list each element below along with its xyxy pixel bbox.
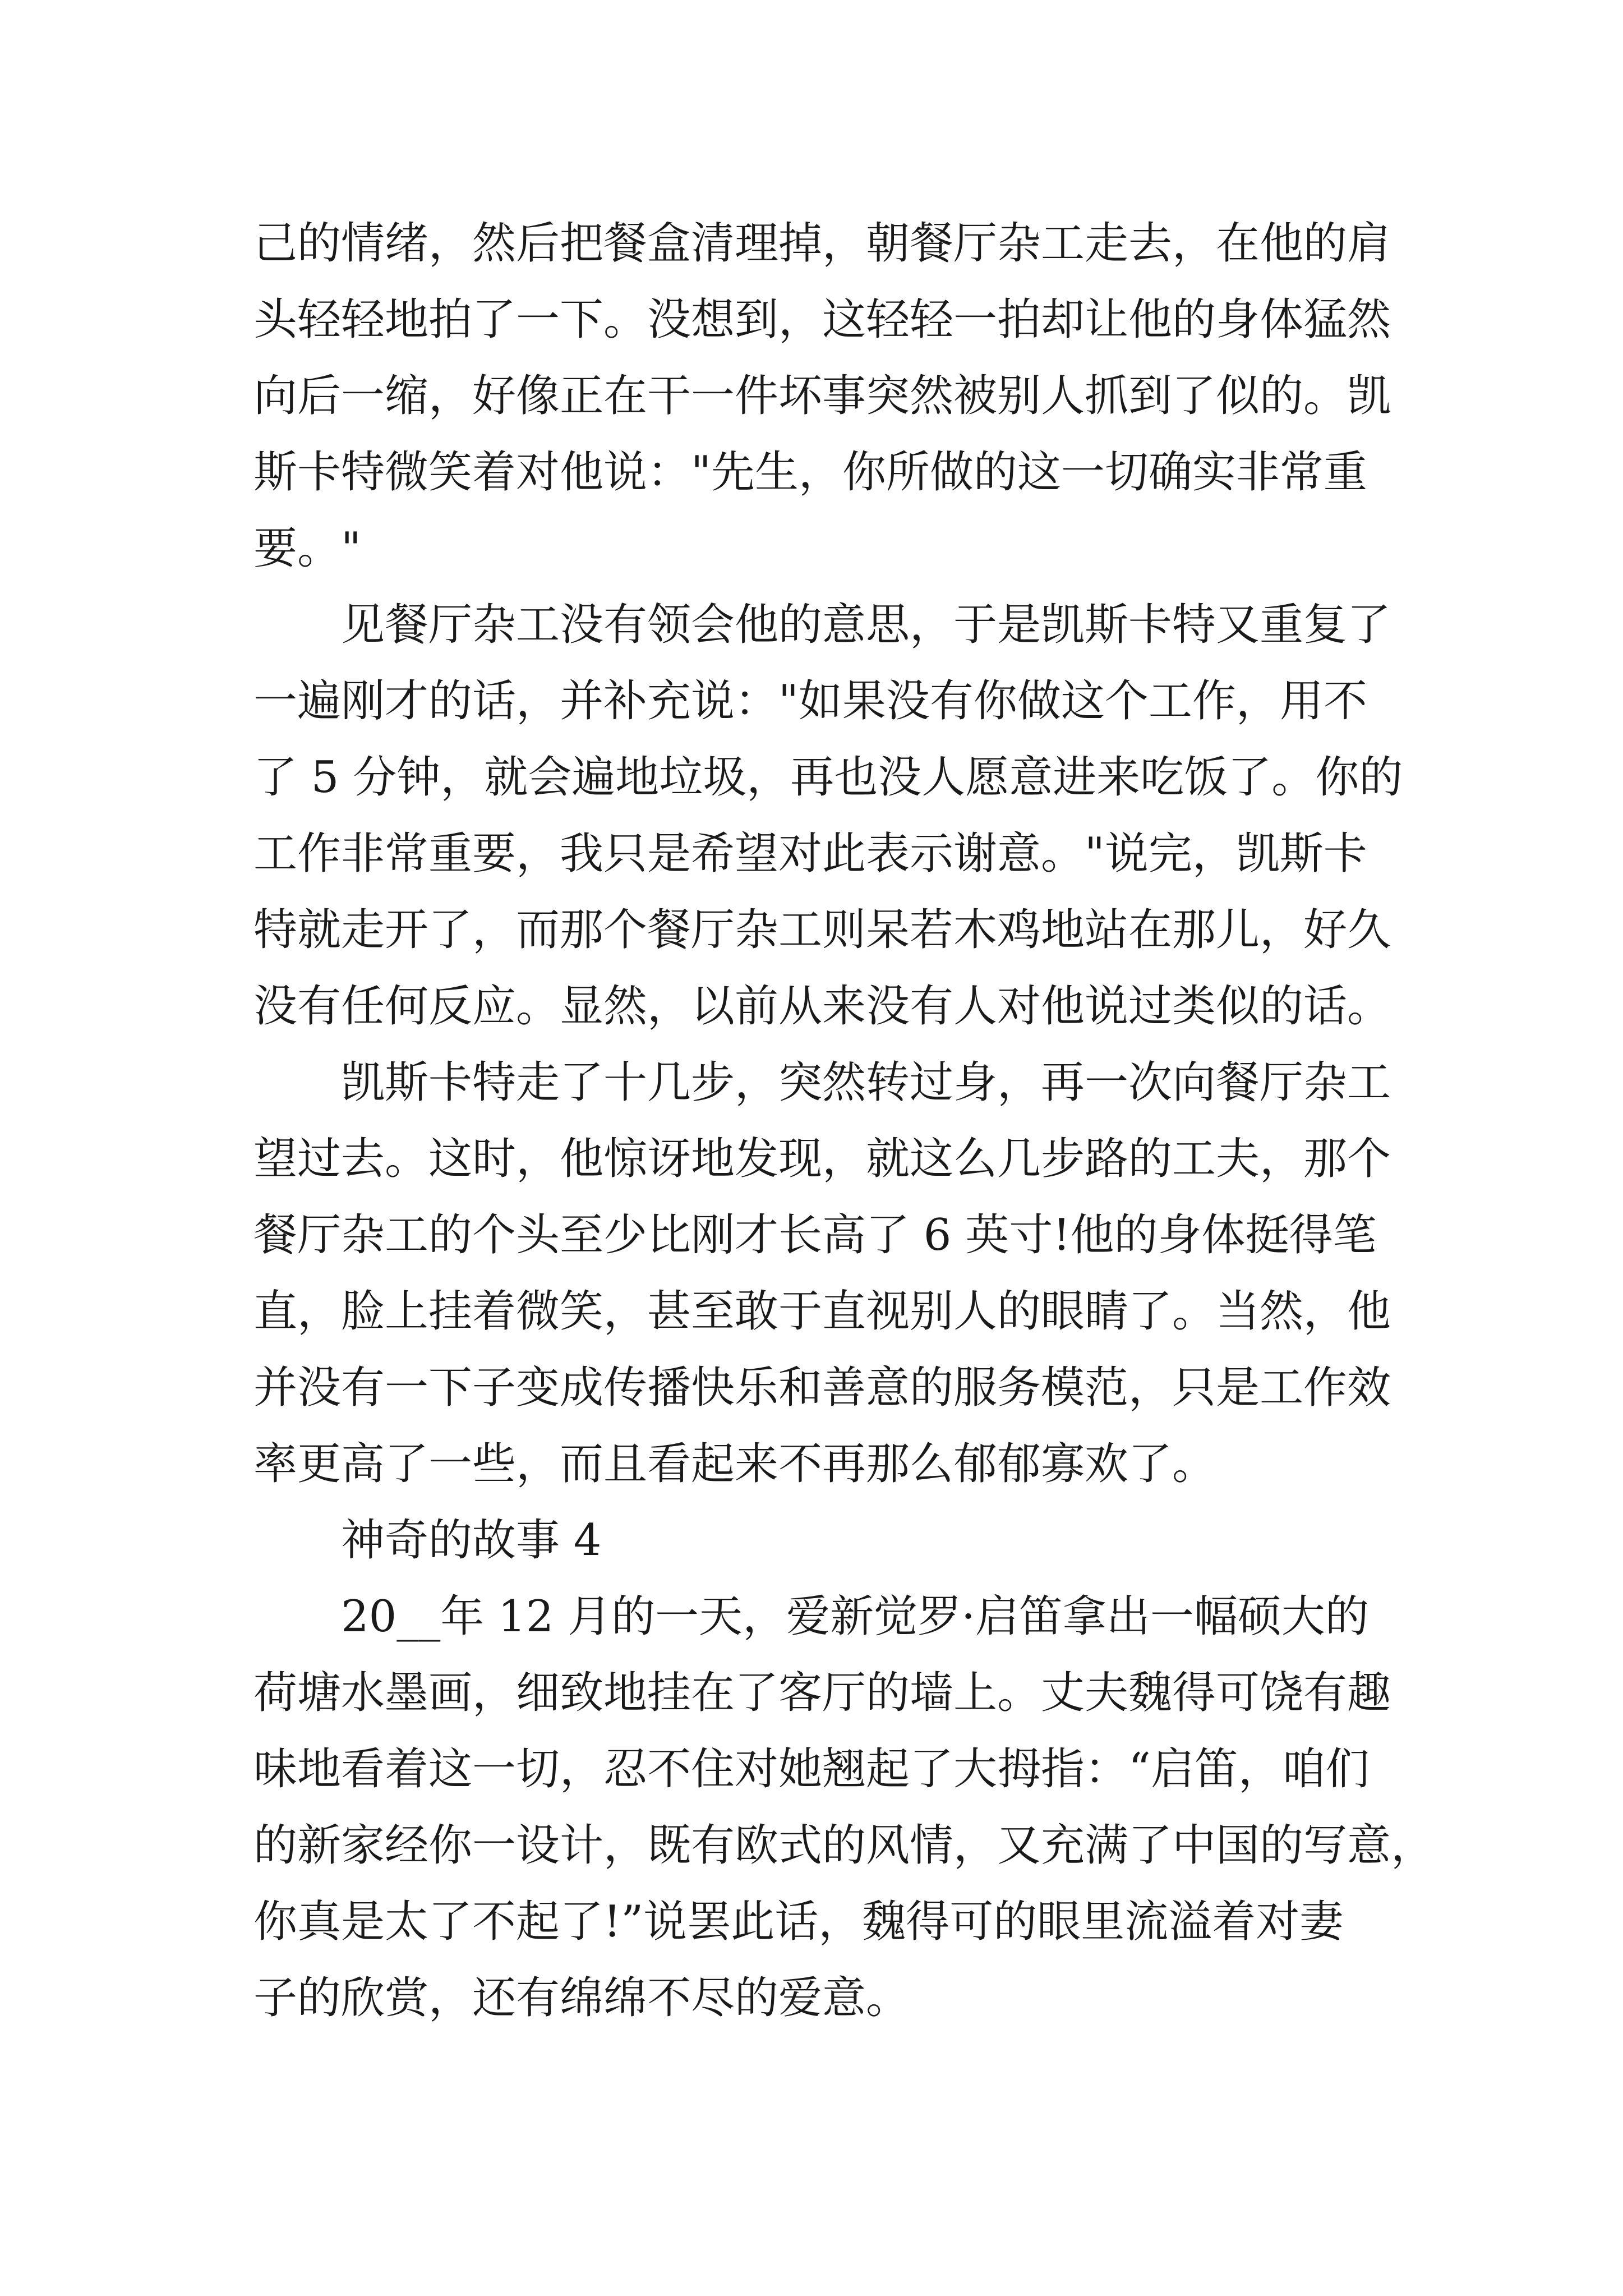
text-line: 子的欣赏，还有绵绵不尽的爱意。	[253, 1973, 910, 2023]
text-line: 味地看着这一切，忍不住对她翘起了大拇指：“启笛，咱们	[253, 1744, 1370, 1795]
text-line: 你真是太了不起了!”说罢此话，魏得可的眼里流溢着对妻	[253, 1897, 1344, 1947]
text-line: 斯卡特微笑着对他说："先生，你所做的这一切确实非常重	[253, 447, 1367, 498]
text-line: 的新家经你一设计，既有欧式的风情，又充满了中国的写意，	[253, 1820, 1435, 1871]
text-line: 没有任何反应。显然，以前从来没有人对他说过类似的话。	[253, 981, 1391, 1032]
paragraph-start-line: 20__年 12 月的一天，爱新觉罗·启笛拿出一幅硕大的	[341, 1591, 1369, 1642]
paragraph-start-line: 凯斯卡特走了十几步，突然转过身，再一次向餐厅杂工	[341, 1057, 1391, 1108]
text-line: 率更高了一些，而且看起来不再那么郁郁寡欢了。	[253, 1439, 1216, 1489]
text-line: 并没有一下子变成传播快乐和善意的服务模范，只是工作效	[253, 1363, 1391, 1413]
text-line: 要。"	[253, 523, 361, 574]
text-line: 一遍刚才的话，并补充说："如果没有你做这个工作，用不	[253, 676, 1367, 726]
text-line: 头轻轻地拍了一下。没想到，这轻轻一拍却让他的身体猛然	[253, 295, 1391, 345]
text-line: 望过去。这时，他惊讶地发现，就这么几步路的工夫，那个	[253, 1134, 1391, 1184]
text-line: 向后一缩，好像正在干一件坏事突然被别人抓到了似的。凯	[253, 371, 1391, 421]
text-line: 工作非常重要，我只是希望对此表示谢意。"说完，凯斯卡	[253, 829, 1367, 879]
text-line: 荷塘水墨画，细致地挂在了客厅的墙上。丈夫魏得可饶有趣	[253, 1668, 1391, 1718]
paragraph-start-line: 见餐厅杂工没有领会他的意思，于是凯斯卡特又重复了	[341, 600, 1391, 650]
text-line: 餐厅杂工的个头至少比刚才长高了 6 英寸!他的身体挺得笔	[253, 1210, 1377, 1260]
text-line: 己的情绪，然后把餐盒清理掉，朝餐厅杂工走去，在他的肩	[253, 218, 1391, 269]
text-line: 了 5 分钟，就会遍地垃圾，再也没人愿意进来吃饭了。你的	[253, 752, 1403, 803]
text-line: 直，脸上挂着微笑，甚至敢于直视别人的眼睛了。当然，他	[253, 1286, 1391, 1337]
section-heading: 神奇的故事 4	[341, 1515, 602, 1566]
text-line: 特就走开了，而那个餐厅杂工则呆若木鸡地站在那儿，好久	[253, 905, 1391, 955]
